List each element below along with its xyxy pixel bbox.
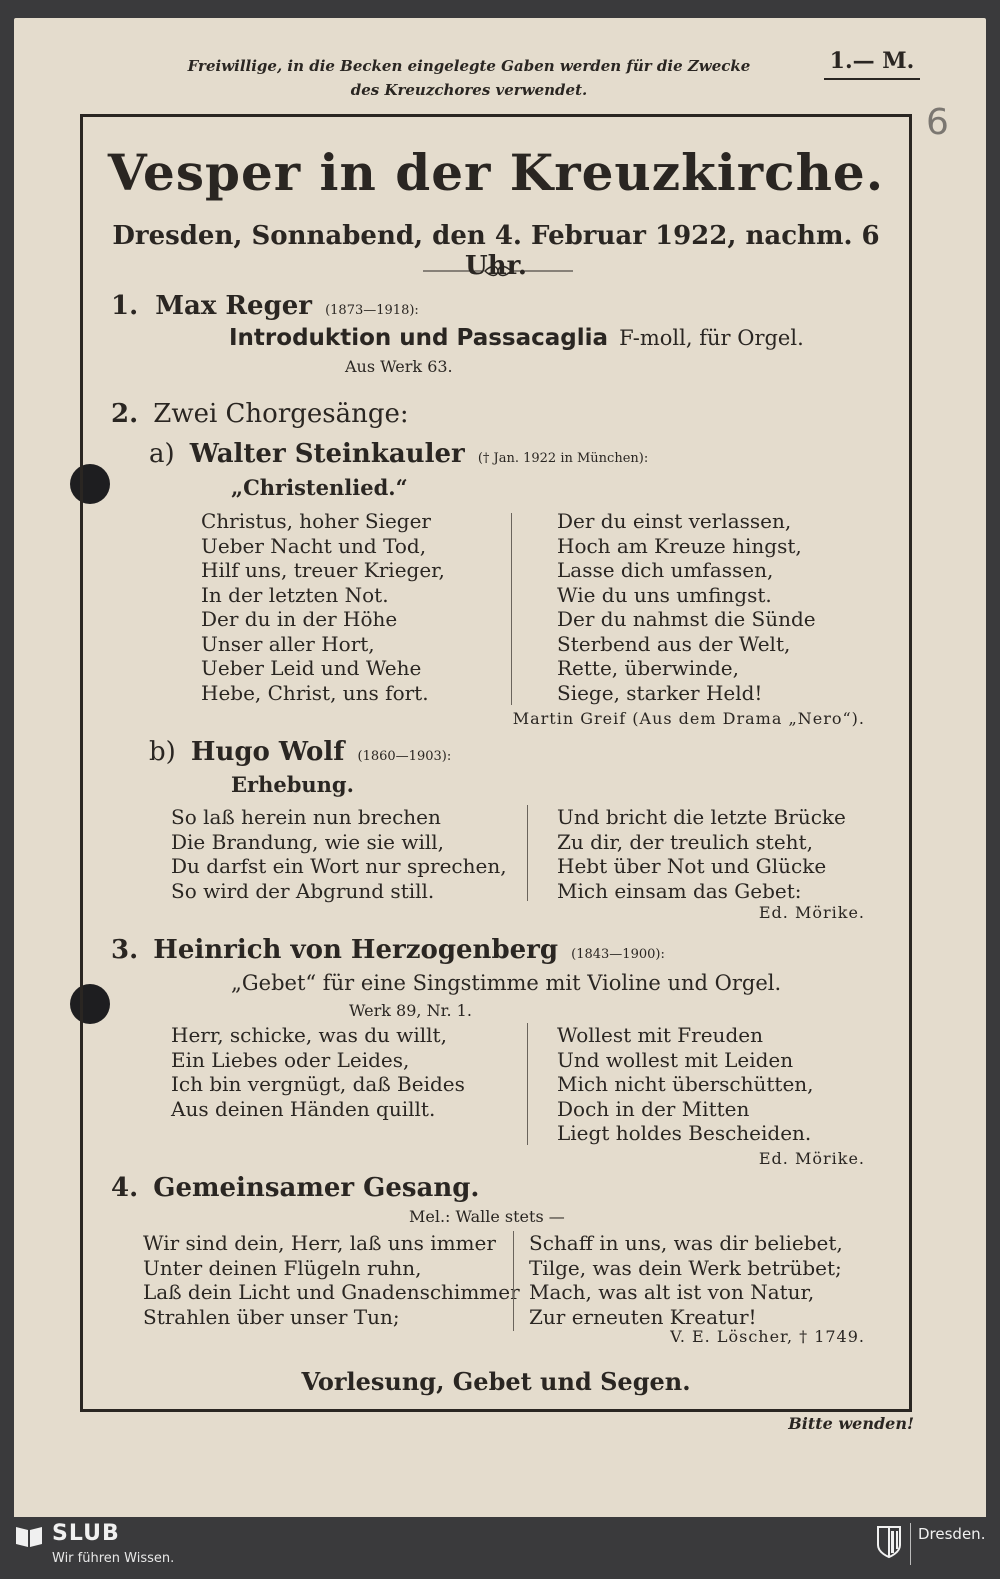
song-title: „Christenlied.“ xyxy=(231,475,408,500)
library-footer xyxy=(0,1517,1000,1579)
item-number: 4. xyxy=(111,1173,139,1203)
opus-number: Werk 89, Nr. 1. xyxy=(349,1001,472,1020)
poem-right-column: Der du einst verlassen, Hoch am Kreuze hingst, Lasse dich umfassen, Wie du uns umfingst. Der du nahmst die Sünde Sterbend aus der Welt, Rette, überwinde, Siege, starker Held! xyxy=(557,509,816,705)
subitem-letter: a) xyxy=(149,439,175,469)
piece-line xyxy=(229,325,804,351)
program-item-2 xyxy=(111,399,409,429)
lyricist-credit: Ed. Mörike. xyxy=(758,1149,865,1168)
program-item-3 xyxy=(111,935,665,965)
composer-dates: (1843—1900): xyxy=(571,947,665,962)
section-heading: Zwei Chorgesänge: xyxy=(153,399,409,429)
program-frame xyxy=(80,114,912,1412)
divider-ornament xyxy=(423,265,573,277)
item-number: 1. xyxy=(111,291,139,321)
price-label: 1.— M. xyxy=(824,48,920,80)
subitem-a xyxy=(149,439,648,469)
item-number: 3. xyxy=(111,935,139,965)
lyricist-credit: Ed. Mörike. xyxy=(758,903,865,922)
library-name[interactable]: SLUB xyxy=(52,1521,120,1546)
section-heading: Gemeinsamer Gesang. xyxy=(153,1173,480,1203)
lyricist-credit: Martin Greif (Aus dem Drama „Nero“). xyxy=(512,709,865,728)
composer-dates: († Jan. 1922 in München): xyxy=(477,451,649,466)
composer-name: Walter Steinkauler xyxy=(189,439,465,469)
page-title: Vesper in der Kreuzkirche. xyxy=(107,143,885,202)
hymn-right-column: Schaff in uns, was dir beliebet, Tilge, was dein Werk betrübet; Mach, was alt ist von Natur, Zur erneuten Kreatur! xyxy=(529,1231,843,1329)
page-subtitle: Dresden, Sonnabend, den 4. Februar 1922, nachm. 6 Uhr. xyxy=(112,221,880,281)
notice-line-2: des Kreuzchores verwendet. xyxy=(350,81,588,99)
poem-left-column: So laß herein nun brechen Die Brandung, wie sie will, Du darfst ein Wort nur sprechen, So wird der Abgrund still. xyxy=(171,805,507,903)
program-item-1 xyxy=(111,291,419,321)
library-tagline: Wir führen Wissen. xyxy=(52,1551,175,1566)
piece-title: Introduktion und Passacaglia xyxy=(229,325,609,351)
city-name[interactable]: Dresden. xyxy=(918,1525,986,1543)
poem-right-column: Wollest mit Freuden Und wollest mit Leiden Mich nicht überschütten, Doch in der Mitten Liegt holdes Bescheiden. xyxy=(557,1023,814,1145)
hymn-left-column: Wir sind dein, Herr, laß uns immer Unter deinen Flügeln ruhn, Laß dein Licht und Gnadenschimmer Strahlen über unser Tun; xyxy=(143,1231,520,1329)
piece-detail: F-moll, für Orgel. xyxy=(619,326,804,350)
piece-title: „Gebet“ für eine Singstimme mit Violine und Orgel. xyxy=(231,971,782,995)
donation-notice xyxy=(114,54,824,102)
closing-line: Vorlesung, Gebet und Segen. xyxy=(301,1367,691,1396)
column-divider xyxy=(527,1023,528,1145)
item-number: 2. xyxy=(111,399,139,429)
program-item-4 xyxy=(111,1173,479,1203)
column-divider xyxy=(511,513,512,705)
composer-dates: (1860—1903): xyxy=(357,749,452,764)
turn-over-note: Bitte wenden! xyxy=(788,1414,914,1433)
footer-divider xyxy=(910,1523,911,1565)
composer-name: Heinrich von Herzogenberg xyxy=(153,935,559,965)
column-divider xyxy=(513,1231,514,1331)
lyricist-credit: V. E. Löscher, † 1749. xyxy=(670,1327,865,1346)
composer-dates: (1873—1918): xyxy=(325,303,419,318)
pencil-mark: 6 xyxy=(926,102,949,143)
column-divider xyxy=(527,805,528,901)
book-icon[interactable] xyxy=(14,1523,44,1549)
subitem-letter: b) xyxy=(149,737,176,767)
city-crest-icon[interactable] xyxy=(876,1525,902,1559)
poem-left-column: Herr, schicke, was du willt, Ein Liebes oder Leides, Ich bin vergnügt, daß Beides Aus deinen Händen quillt. xyxy=(171,1023,465,1121)
melody-note: Mel.: Walle stets — xyxy=(409,1207,565,1226)
poem-left-column: Christus, hoher Sieger Ueber Nacht und Tod, Hilf uns, treuer Krieger, In der letzten Not. Der du in der Höhe Unser aller Hort, Ueber Leid und Wehe Hebe, Christ, uns fort. xyxy=(201,509,445,705)
song-title: Erhebung. xyxy=(231,772,354,797)
composer-name: Max Reger xyxy=(155,291,312,321)
composer-name: Hugo Wolf xyxy=(190,737,345,767)
opus-number: Aus Werk 63. xyxy=(345,357,453,376)
poem-right-column: Und bricht die letzte Brücke Zu dir, der treulich steht, Hebt über Not und Glücke Mich einsam das Gebet: xyxy=(557,805,846,903)
program-sheet xyxy=(14,18,986,1530)
notice-line-1: Freiwillige, in die Becken eingelegte Gaben werden für die Zwecke xyxy=(187,57,751,75)
subitem-b xyxy=(149,737,451,767)
